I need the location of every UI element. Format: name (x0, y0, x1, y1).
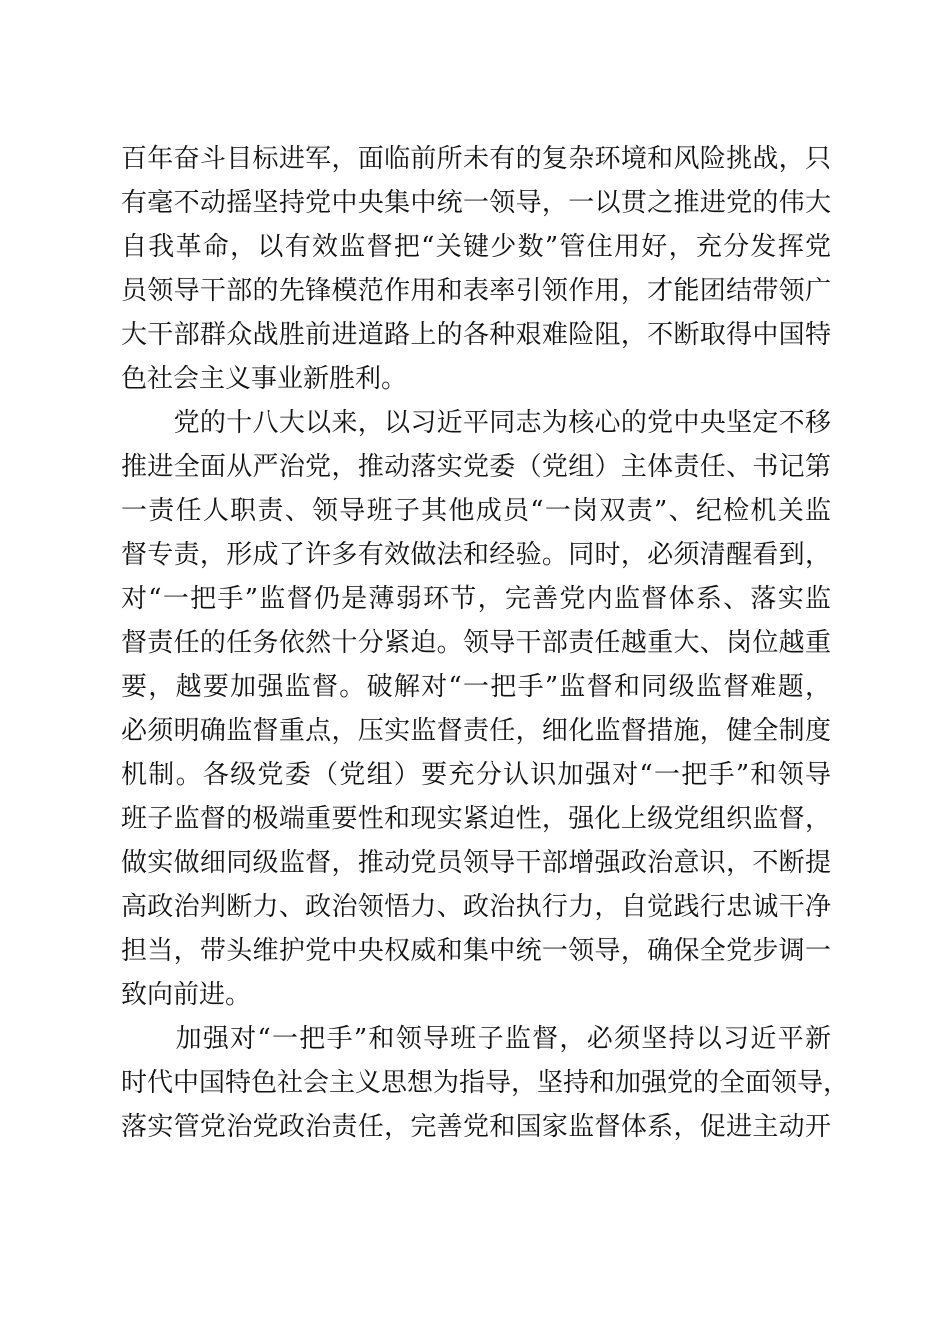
text-line: 时代中国特色社会主义思想为指导，坚持和加强党的全面领导， (121, 1068, 850, 1098)
text-line: 督责任的任务依然十分紧迫。领导干部责任越重大、岗位越重 (121, 628, 831, 658)
text-line: 高政治判断力、政治领悟力、政治执行力，自觉践行忠诚干净 (121, 892, 831, 922)
text-line: 做实做细同级监督，推动党员领导干部增强政治意识，不断提 (121, 848, 831, 878)
text-line: 要，越要加强监督。破解对“一把手”监督和同级监督难题， (121, 672, 831, 702)
text-line: 自我革命，以有效监督把“关键少数”管住用好，充分发挥党 (121, 232, 831, 262)
text-line: 必须明确监督重点，压实监督责任，细化监督措施，健全制度 (121, 716, 831, 746)
text-line: 担当，带头维护党中央权威和集中统一领导，确保全党步调一 (121, 936, 831, 966)
text-line: 百年奋斗目标进军，面临前所未有的复杂环境和风险挑战，只 (121, 144, 831, 174)
text-line: 对“一把手”监督仍是薄弱环节，完善党内监督体系、落实监 (121, 584, 831, 614)
text-line: 大干部群众战胜前进道路上的各种艰难险阻，不断取得中国特 (121, 320, 831, 350)
text-line: 班子监督的极端重要性和现实紧迫性，强化上级党组织监督， (121, 804, 831, 834)
text-line: 督专责，形成了许多有效做法和经验。同时，必须清醒看到， (121, 540, 831, 570)
text-line: 党的十八大以来，以习近平同志为核心的党中央坚定不移 (121, 408, 831, 438)
text-line: 致向前进。 (121, 980, 252, 1010)
text-line: 加强对“一把手”和领导班子监督，必须坚持以习近平新 (121, 1024, 831, 1054)
text-line: 员领导干部的先锋模范作用和表率引领作用，才能团结带领广 (121, 276, 831, 306)
text-line: 机制。各级党委（党组）要充分认识加强对“一把手”和领导 (121, 760, 831, 790)
text-line: 落实管党治党政治责任，完善党和国家监督体系，促进主动开 (121, 1112, 831, 1142)
text-line: 有毫不动摇坚持党中央集中统一领导，一以贯之推进党的伟大 (121, 188, 831, 218)
text-line: 推进全面从严治党，推动落实党委（党组）主体责任、书记第 (121, 452, 831, 482)
text-line: 色社会主义事业新胜利。 (121, 364, 408, 394)
text-line: 一责任人职责、领导班子其他成员“一岗双责”、纪检机关监 (121, 496, 831, 526)
